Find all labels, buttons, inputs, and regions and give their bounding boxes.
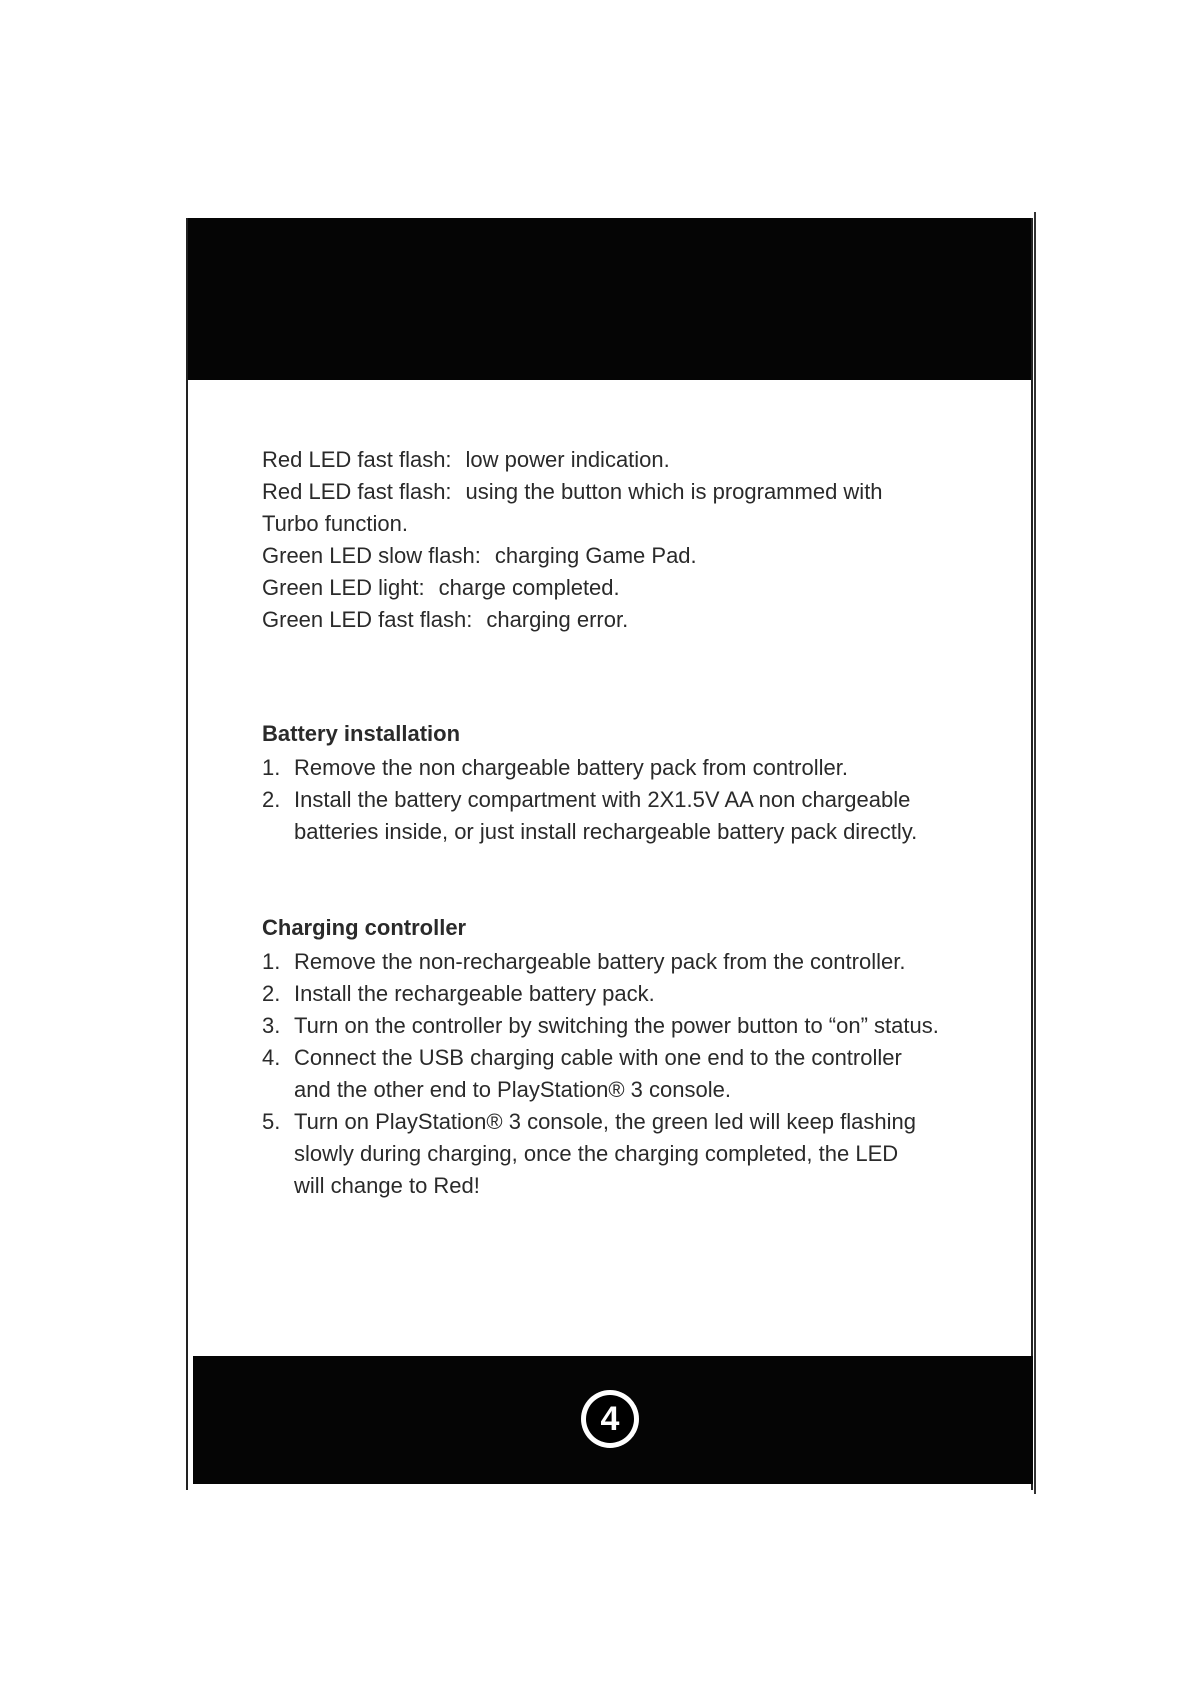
battery-installation-list: [262, 752, 1002, 848]
manual-content: [262, 444, 1002, 1202]
item-line: Turn on PlayStation® 3 console, the green led will keep flashing: [294, 1109, 916, 1134]
led-status-list: [262, 444, 1002, 636]
led-status-line: [262, 572, 1002, 604]
charging-controller-section: [262, 912, 1002, 1202]
list-item: [262, 1010, 1002, 1042]
charging-controller-list: [262, 946, 1002, 1202]
item-number: 3.: [262, 1013, 281, 1038]
led-desc: using the button which is programmed with: [465, 479, 883, 504]
led-status-line: [262, 476, 1002, 508]
item-number: 1.: [262, 949, 281, 974]
page-number: 4: [586, 1395, 634, 1443]
item-line: Install the battery compartment with 2X1.5V AA non chargeable: [294, 787, 911, 812]
item-line: Remove the non chargeable battery pack from controller.: [294, 755, 848, 780]
led-desc: charging Game Pad.: [494, 543, 697, 568]
spacer: [262, 848, 1002, 912]
item-text: [294, 946, 1002, 978]
item-number: 2.: [262, 981, 281, 1006]
page-edge-line: [1034, 212, 1036, 1494]
section-title: Charging controller: [262, 915, 467, 940]
led-status-line: [262, 604, 1002, 636]
item-line: batteries inside, or just install rechargeable battery pack directly.: [294, 819, 918, 844]
item-text: [294, 752, 1002, 784]
spacer: [262, 636, 1002, 718]
led-desc: low power indication.: [465, 447, 670, 472]
battery-installation-section: [262, 718, 1002, 848]
item-number: 2.: [262, 787, 281, 812]
item-line: Install the rechargeable battery pack.: [294, 981, 655, 1006]
led-desc: charging error.: [486, 607, 629, 632]
item-line: and the other end to PlayStation® 3 console.: [294, 1077, 731, 1102]
led-status-line: [262, 540, 1002, 572]
item-line: Turn on the controller by switching the power button to “on” status.: [294, 1013, 939, 1038]
item-text: [294, 1042, 1002, 1106]
led-label: Green LED fast flash:: [262, 607, 473, 632]
list-item: [262, 752, 1002, 784]
led-label: Green LED light:: [262, 575, 425, 600]
item-line: slowly during charging, once the charging completed, the LED: [294, 1141, 899, 1166]
item-number: 4.: [262, 1045, 281, 1070]
item-text: [294, 784, 1002, 848]
list-item: [262, 1042, 1002, 1106]
list-item: [262, 1106, 1002, 1202]
item-number: 5.: [262, 1109, 281, 1134]
item-line: Remove the non-rechargeable battery pack from the controller.: [294, 949, 906, 974]
led-status-line: [262, 444, 1002, 476]
item-text: [294, 978, 1002, 1010]
item-number: 1.: [262, 755, 281, 780]
led-desc: charge completed.: [438, 575, 620, 600]
led-label: Red LED fast flash:: [262, 447, 452, 472]
item-text: [294, 1010, 1002, 1042]
page-number-badge: [581, 1390, 639, 1448]
item-line: will change to Red!: [294, 1173, 480, 1198]
list-item: [262, 784, 1002, 848]
led-label: Green LED slow flash:: [262, 543, 481, 568]
list-item: [262, 946, 1002, 978]
led-status-continuation: Turbo function.: [262, 511, 408, 536]
led-label: Red LED fast flash:: [262, 479, 452, 504]
item-line: Connect the USB charging cable with one end to the controller: [294, 1045, 902, 1070]
item-text: [294, 1106, 1002, 1202]
section-title: Battery installation: [262, 721, 461, 746]
list-item: [262, 978, 1002, 1010]
